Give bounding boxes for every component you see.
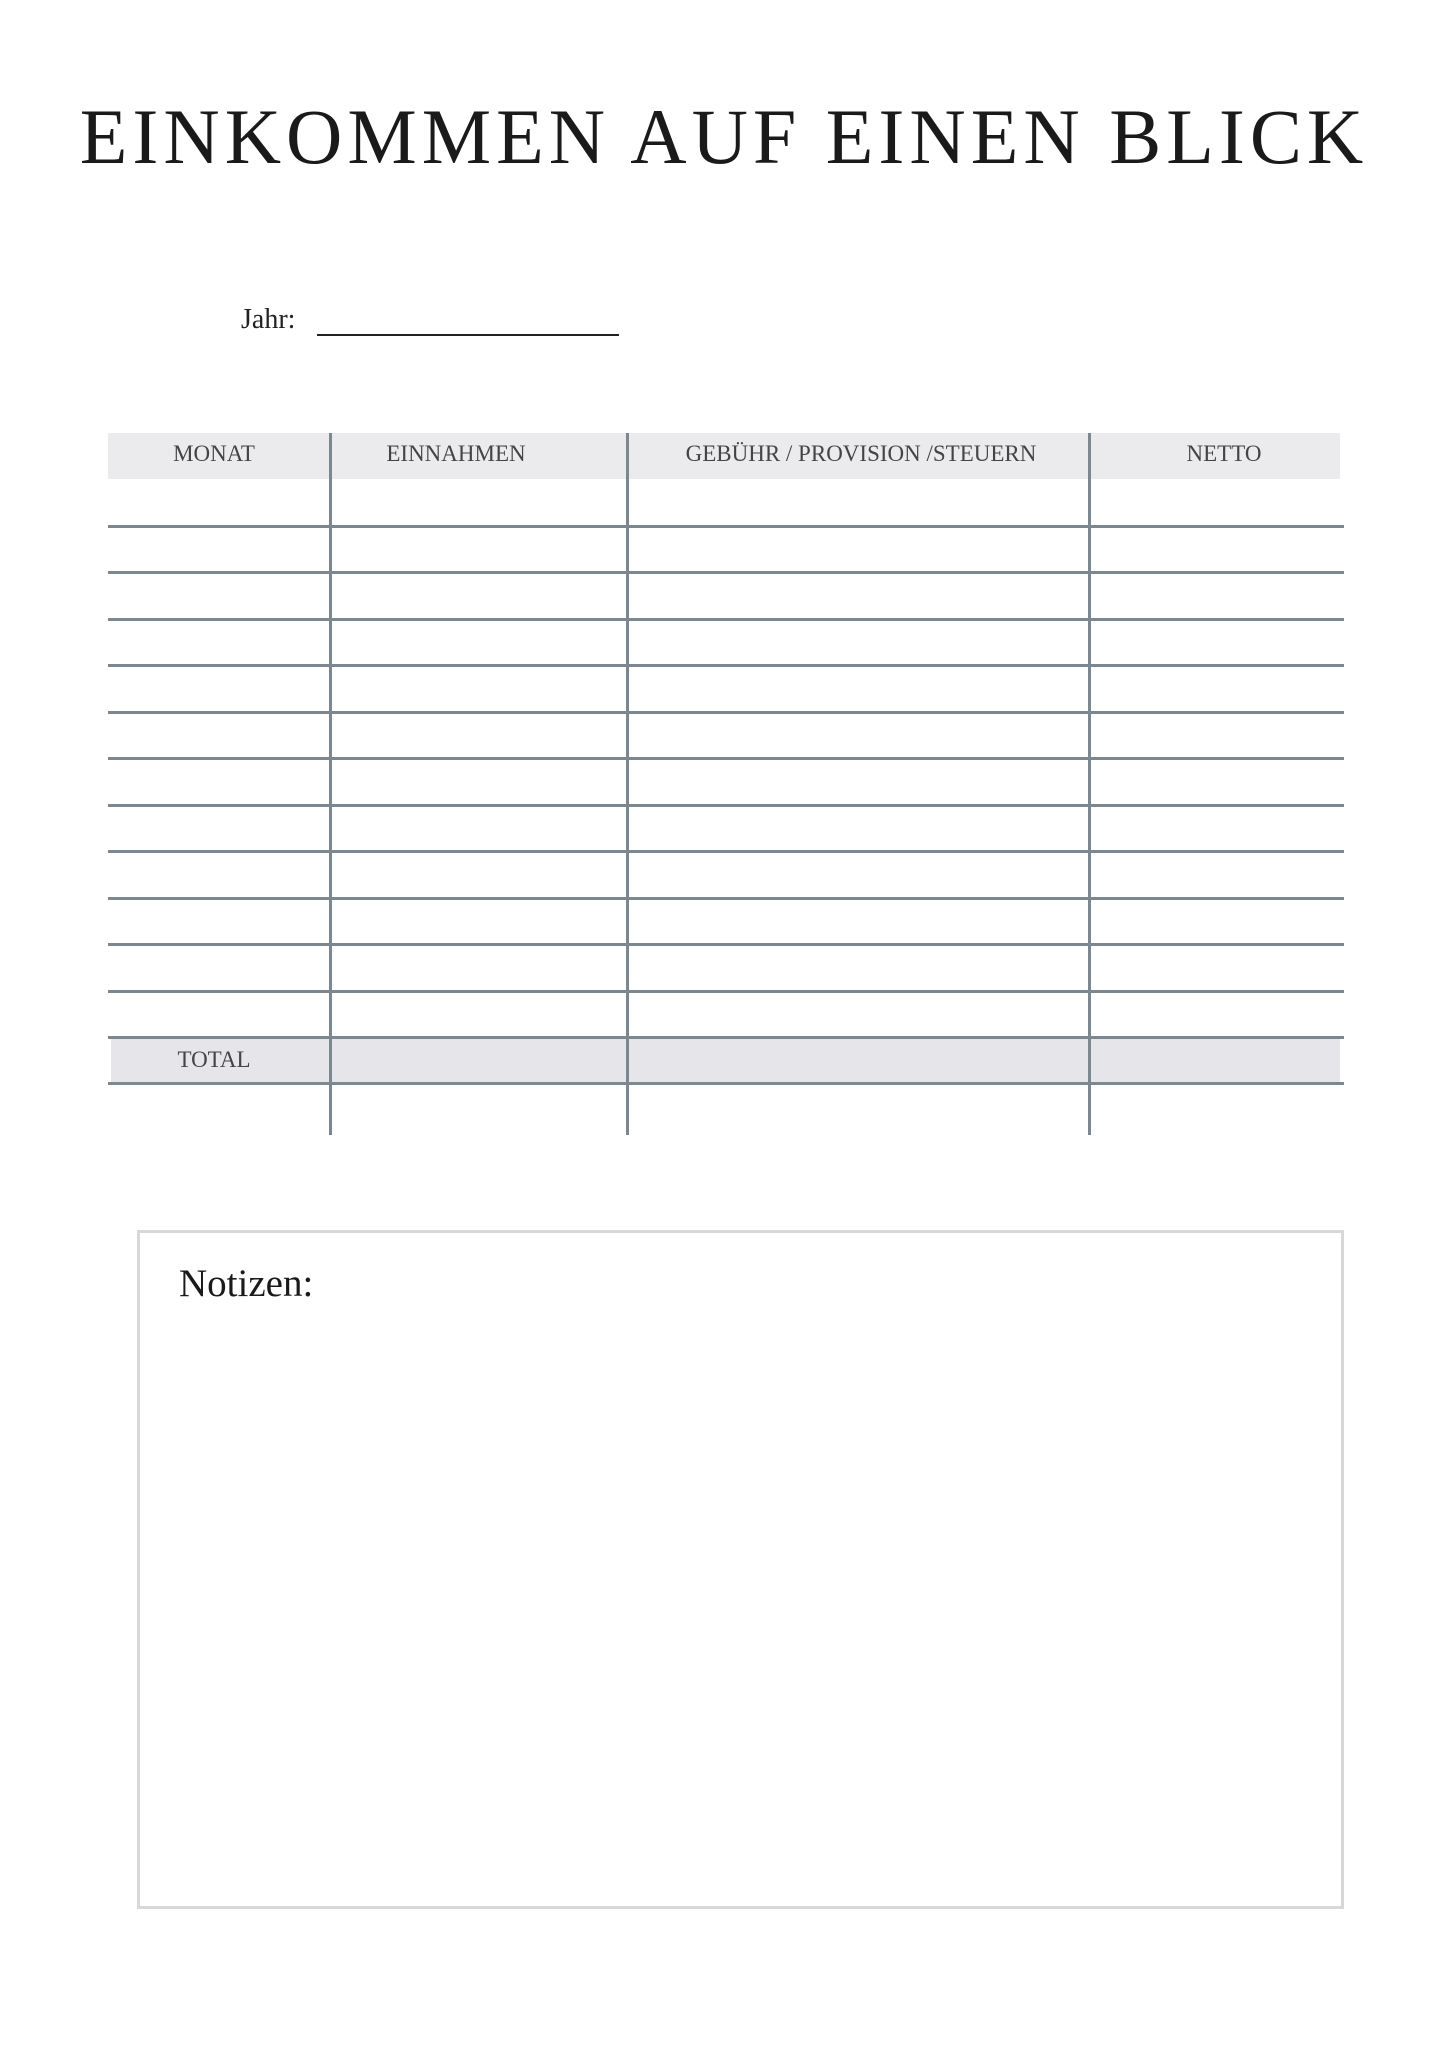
- cell-einnahmen[interactable]: [332, 622, 626, 664]
- cell-gebuehr[interactable]: [629, 668, 1088, 710]
- cell-gebuehr[interactable]: [629, 808, 1088, 850]
- row-divider: [108, 804, 1344, 807]
- cell-netto[interactable]: [1091, 947, 1344, 989]
- notes-box: [137, 1230, 1344, 1909]
- cell-gebuehr[interactable]: [629, 482, 1088, 524]
- cell-einnahmen[interactable]: [332, 668, 626, 710]
- year-label: Jahr:: [241, 304, 296, 335]
- cell-einnahmen[interactable]: [332, 482, 626, 524]
- cell-monat[interactable]: [108, 808, 329, 850]
- cell-monat[interactable]: [108, 947, 329, 989]
- row-divider: [108, 1036, 1344, 1039]
- page-title: EINKOMMEN AUF EINEN BLICK: [79, 93, 1369, 180]
- cell-gebuehr[interactable]: [629, 622, 1088, 664]
- column-header-gebuehr: GEBÜHR / PROVISION /STEUERN: [685, 441, 1037, 466]
- row-divider: [108, 664, 1344, 667]
- row-divider: [108, 757, 1344, 760]
- cell-netto[interactable]: [1091, 994, 1344, 1036]
- cell-netto[interactable]: [1091, 901, 1344, 943]
- cell-gebuehr[interactable]: [629, 575, 1088, 617]
- cell-einnahmen[interactable]: [332, 715, 626, 757]
- cell-gebuehr[interactable]: [629, 901, 1088, 943]
- total-cell-netto[interactable]: [1091, 1040, 1344, 1080]
- cell-netto[interactable]: [1091, 715, 1344, 757]
- notes-label: Notizen:: [179, 1262, 314, 1305]
- cell-einnahmen[interactable]: [332, 994, 626, 1036]
- cell-monat[interactable]: [108, 994, 329, 1036]
- cell-monat[interactable]: [108, 529, 329, 571]
- cell-monat[interactable]: [108, 854, 329, 896]
- cell-einnahmen[interactable]: [332, 761, 626, 803]
- cell-monat[interactable]: [108, 761, 329, 803]
- year-row: [241, 298, 619, 336]
- cell-einnahmen[interactable]: [332, 901, 626, 943]
- cell-einnahmen[interactable]: [332, 854, 626, 896]
- cell-einnahmen[interactable]: [332, 529, 626, 571]
- column-header-einnahmen: EINNAHMEN: [386, 441, 526, 466]
- cell-netto[interactable]: [1091, 761, 1344, 803]
- column-header-netto: NETTO: [1186, 441, 1262, 466]
- cell-monat[interactable]: [108, 715, 329, 757]
- cell-einnahmen[interactable]: [332, 808, 626, 850]
- row-divider: [108, 897, 1344, 900]
- cell-monat[interactable]: [108, 482, 329, 524]
- cell-monat[interactable]: [108, 622, 329, 664]
- cell-netto[interactable]: [1091, 482, 1344, 524]
- year-input[interactable]: [317, 298, 619, 336]
- row-divider: [108, 1082, 1344, 1085]
- cell-gebuehr[interactable]: [629, 854, 1088, 896]
- cell-gebuehr[interactable]: [629, 947, 1088, 989]
- cell-netto[interactable]: [1091, 668, 1344, 710]
- row-divider: [108, 618, 1344, 621]
- cell-netto[interactable]: [1091, 575, 1344, 617]
- cell-netto[interactable]: [1091, 808, 1344, 850]
- cell-monat[interactable]: [108, 668, 329, 710]
- income-table: [108, 433, 1344, 1135]
- cell-monat[interactable]: [108, 575, 329, 617]
- cell-gebuehr[interactable]: [629, 529, 1088, 571]
- row-divider: [108, 571, 1344, 574]
- cell-netto[interactable]: [1091, 622, 1344, 664]
- row-divider: [108, 711, 1344, 714]
- total-cell-gebuehr[interactable]: [629, 1040, 1088, 1080]
- column-header-monat: MONAT: [173, 441, 255, 466]
- total-label: TOTAL: [177, 1047, 251, 1072]
- row-divider: [108, 525, 1344, 528]
- cell-netto[interactable]: [1091, 854, 1344, 896]
- row-divider: [108, 990, 1344, 993]
- row-divider: [108, 850, 1344, 853]
- total-cell-einnahmen[interactable]: [332, 1040, 626, 1080]
- row-divider: [108, 943, 1344, 946]
- cell-gebuehr[interactable]: [629, 761, 1088, 803]
- cell-gebuehr[interactable]: [629, 994, 1088, 1036]
- cell-einnahmen[interactable]: [332, 575, 626, 617]
- cell-netto[interactable]: [1091, 529, 1344, 571]
- cell-einnahmen[interactable]: [332, 947, 626, 989]
- cell-monat[interactable]: [108, 901, 329, 943]
- cell-gebuehr[interactable]: [629, 715, 1088, 757]
- notes-textarea[interactable]: [176, 1323, 1311, 1876]
